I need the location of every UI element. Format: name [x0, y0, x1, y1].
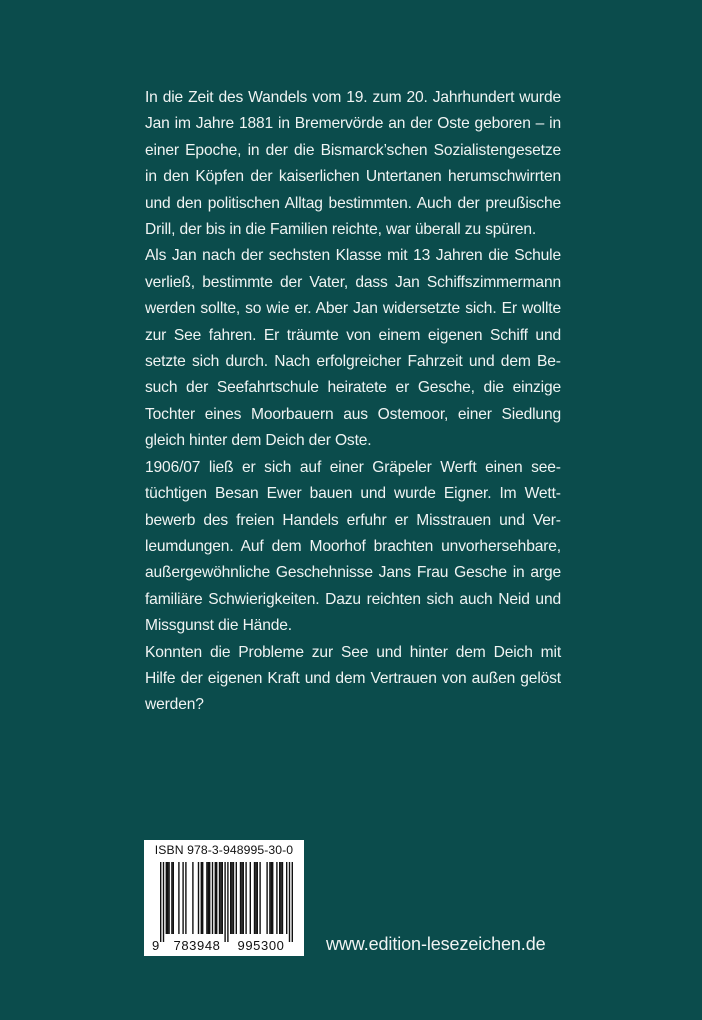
isbn-barcode-panel: [144, 840, 304, 956]
barcode-bar: [185, 862, 186, 934]
barcode-bar: [206, 862, 207, 934]
barcode-bar: [233, 862, 234, 934]
barcode-bar: [259, 862, 260, 934]
barcode-bar: [198, 862, 199, 934]
barcode-bar: [292, 862, 293, 942]
barcode-bar: [160, 862, 161, 942]
barcode-bar: [289, 862, 290, 942]
barcode-bar: [216, 862, 217, 934]
barcode-bar: [171, 862, 172, 934]
barcode-bar: [192, 862, 193, 934]
publisher-website: www.edition-lesezeichen.de: [326, 934, 546, 954]
barcode-bar: [163, 862, 164, 942]
barcode-bar: [168, 862, 169, 934]
barcode-bar: [257, 862, 258, 934]
barcode-bar: [202, 862, 203, 934]
barcode-bar: [240, 862, 241, 934]
barcode-bar: [227, 862, 228, 942]
barcode-bar: [243, 862, 244, 934]
barcode-bar: [280, 862, 281, 934]
ean-left-digits: 783948: [173, 938, 221, 953]
ean-right-digits: 995300: [237, 938, 285, 953]
blurb-paragraph-2: Als Jan nach der sechsten Klasse mit 13 Jahren die Schule verließ, bestimmte der Vater, dass Jan Schiffszimmermann werden sollte, so wie er. Aber Jan widersetzte sich. Er wollte zur See fahren. Er träumte von einem eigenen Schiff und setzte sich durch. Nach erfolgreicher Fahrzeit und dem Besuch der Seefahrtschule heiratete er Gesche, die einzige Tochter eines Moorbauern aus Ostemoor, einer Siedlung gleich hinter dem Deich der Oste.: [145, 247, 561, 450]
barcode-bar: [220, 862, 221, 934]
barcode-bar: [255, 862, 256, 934]
barcode-bar: [271, 862, 272, 934]
barcode-bar: [178, 862, 179, 934]
barcode-bar: [209, 862, 210, 934]
isbn-label: ISBN 978-3-948995-30-0: [154, 843, 294, 857]
barcode-bar: [231, 862, 232, 934]
barcode-bar: [166, 862, 167, 934]
barcode-bar: [269, 862, 270, 934]
barcode-bar: [224, 862, 225, 942]
barcode-bar: [272, 862, 273, 934]
barcode-bar: [254, 862, 255, 934]
barcode-bar: [282, 862, 283, 934]
barcode-bar: [236, 862, 237, 934]
barcode-bar: [279, 862, 280, 934]
barcode-bar: [208, 862, 209, 934]
barcode-bar: [219, 862, 220, 934]
ean-first-digit: 9: [152, 938, 160, 953]
barcode-bar: [212, 862, 213, 934]
barcode-bar: [266, 862, 267, 934]
barcode-bar: [173, 862, 174, 934]
barcode-bar: [222, 862, 223, 934]
barcode-bar: [286, 862, 287, 934]
barcode-bar: [250, 862, 251, 934]
blurb-paragraph-4: Konnten die Probleme zur See und hinter dem Deich mit Hilfe der eigenen Kraft und dem Vertrauen von außen gelöst werden?: [145, 643, 561, 714]
barcode-bar: [245, 862, 246, 934]
barcode-bar: [182, 862, 183, 934]
blurb-paragraph-3: 1906/07 ließ er sich auf einer Gräpeler Werft einen seetüchtigen Besan Ewer bauen und wurde Eigner. Im Wettbewerb des freien Handels erfuhr er Misstrauen und Verleumdungen. Auf dem Moorhof brachten unvorhersehbare, außergewöhnliche Geschehnisse Jans Frau Gesche in arge familiäre Schwierigkeiten. Dazu reichten sich auch Neid und Missgunst die Hände.: [145, 458, 561, 635]
barcode-bar: [241, 862, 242, 934]
barcode-bar: [230, 862, 231, 934]
back-cover-blurb: [145, 85, 561, 719]
barcode-bar: [201, 862, 202, 934]
barcode-bar: [215, 862, 216, 934]
barcode-bar: [276, 862, 277, 934]
blurb-paragraph-1: In die Zeit des Wandels vom 19. zum 20. Jahrhundert wurde Jan im Jahre 1881 in Bremervörde an der Oste geboren – in einer Epoche, in der die Bismarck’schen Sozialistengesetze in den Köpfen der kaiserlichen Untertanen herumschwirrten und den politischen Alltag bestimmten. Auch der preußische Drill, der bis in die Familien reichte, war überall zu spüren.: [145, 89, 561, 239]
barcode-bar: [167, 862, 168, 934]
